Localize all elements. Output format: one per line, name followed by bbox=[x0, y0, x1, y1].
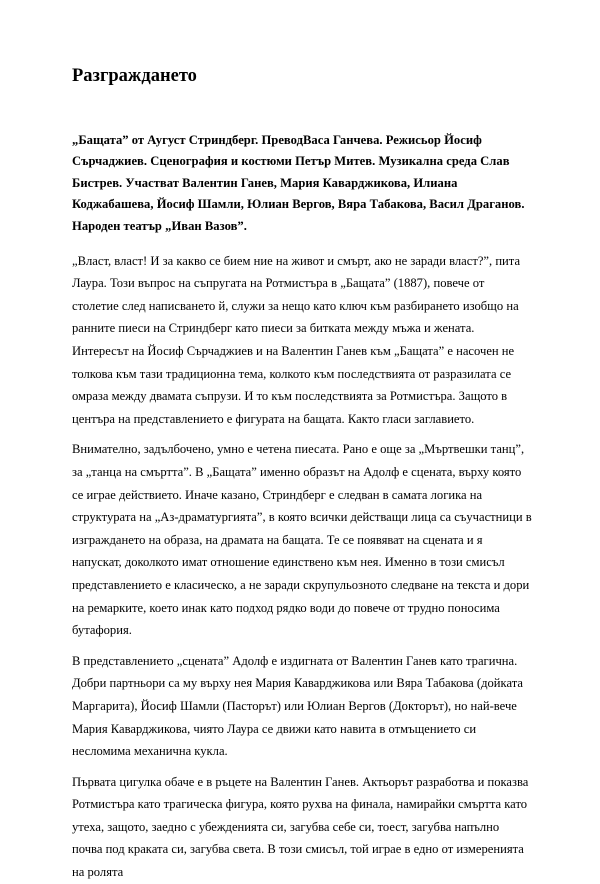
production-credits: „Бащата” от Аугуст Стриндберг. ПреводВаса Ганчева. Режисьор Йосиф Сърчаджиев. Сценография и костюми Петър Митев. Музикална среда Слав Бистрев. Участват Валентин Ганев, Мария Каварджикова, Илиана Коджабашева, Йосиф Шамли, Юлиан Вергов, Вяра Табакова, Васил Драганов. Народен театър „Иван Вазов”. bbox=[72, 133, 525, 233]
body-paragraph-1: „Власт, власт! И за какво се бием ние на живот и смърт, ако не заради власт?”, пита Лаура. Този въпрос на съпругата на Ротмистъра в „Бащата” (1887), повече от столетие след написването й, служи за нещо като ключ към разбирането изобщо на ранните пиеси на Стриндберг като пиеси за битката между мъжа и жената. Интересът на Йосиф Сърчаджиев и на Валентин Ганев към „Бащата” е насочен не толкова към тази традиционна тема, колкото към последствията от разразилата се омраза между двамата съпрузи. И то към последствията за Ротмистъра. Защото в центъра на представлението е фигурата на бащата. Както гласи заглавието. bbox=[72, 253, 521, 426]
article-title: Разграждането bbox=[72, 66, 197, 86]
body-paragraph-3: В представлението „сцената” Адолф е издигната от Валентин Ганев като трагична. Добри партньори са му върху нея Мария Каварджикова или Вяра Табакова (дойката Маргарита), Йосиф Шамли (Пасторът) или Юлиан Вергов (Докторът), но най-вече Мария Каварджикова, чиято Лаура се движи като навита в отмъщението си несломима механична кукла. bbox=[72, 653, 523, 759]
body-paragraph-4: Първата цигулка обаче е в ръцете на Валентин Ганев. Актьорът разработва и показва Ротмистъра като трагическа фигура, която рухва на финала, намирайки смъртта като утеха, защото, заедно с убежденията си, загубва себе си, тоест, загубва напълно почва под краката си, загубва света. В този смисъл, той играе в едно от измеренията на ролята bbox=[72, 774, 529, 880]
body-paragraph-2: Внимателно, задълбочено, умно е четена пиесата. Рано е още за „Мъртвешки танц”, за „танца на смъртта”. В „Бащата” именно образът на Адолф е сцената, върху която се играе действието. Иначе казано, Стриндберг е следван в самата логика на структурата на „Аз-драматургията”, в която всички действащи лица са съучастници в изграждането на образа, на драмата на бащата. Те се появяват на сцената и я напускат, доколкото имат отношение единствено към нея. Именно в този смисъл представлението е класическо, а не заради скрупульозното следване на текста и дори на ремарките, което инак като подход рядко води до повече от трудно поносима бутафория. bbox=[72, 442, 532, 638]
article bbox=[72, 64, 532, 884]
